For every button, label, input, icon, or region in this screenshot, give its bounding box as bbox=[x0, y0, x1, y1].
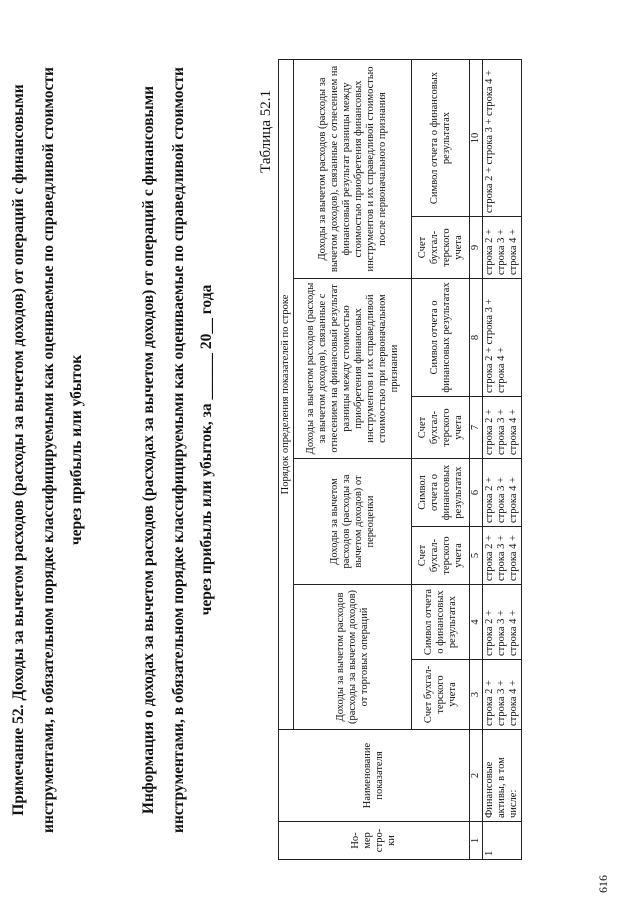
header-indicator-name: Наименование показателя bbox=[279, 730, 470, 822]
note-title-line-2: инструментами, в обязательном порядке классифицируемыми как оцениваемые по справедливой стоимости bbox=[40, 67, 57, 833]
column-number: 9 bbox=[470, 217, 483, 279]
subheader-symbol-g1: Символ отчета о финансовых результатах bbox=[412, 585, 470, 660]
column-number: 8 bbox=[470, 279, 483, 397]
header-revaluation: Доходы за вычетом расходов (расходы за вычетом доходов) от переоценки bbox=[294, 459, 412, 585]
row-cell: строка 2 + строка 3 + строка 4 + bbox=[483, 217, 522, 279]
financial-results-table bbox=[278, 59, 522, 860]
column-number: 10 bbox=[470, 60, 483, 217]
note-title-line-1: Примечание 52. Доходы за вычетом расходов (расходы за вычетом доходов) от операций с финансовыми bbox=[10, 84, 27, 816]
header-after-recognition: Доходы за вычетом расходов (расходы за вычетом доходов), связанные с отнесением на финансовый результат разницы между стоимостью приобретения финансовых инструментов и их справедливой стоимостью после первоначального признания bbox=[294, 60, 412, 279]
subheader-account-g1: Счет бухгал-терского учета bbox=[412, 660, 470, 730]
row-cell: строка 2 + строка 3 + строка 4 + bbox=[483, 459, 522, 527]
table-row bbox=[483, 60, 522, 860]
row-cell: строка 2 + строка 3 + строка 4 + bbox=[483, 660, 522, 730]
column-number: 6 bbox=[470, 459, 483, 527]
column-number: 3 bbox=[470, 660, 483, 730]
column-number: 5 bbox=[470, 527, 483, 585]
column-number: 2 bbox=[470, 730, 483, 822]
row-cell: строка 2 + строка 3 + строка 4 + bbox=[483, 527, 522, 585]
subheader-account-g3: Счет бухгал-терского учета bbox=[412, 397, 470, 459]
info-title-line-1: Информация о доходах за вычетом расходов (расходах за вычетом доходов) от операций с финансовыми bbox=[140, 85, 157, 815]
row-number: 1 bbox=[483, 822, 522, 860]
row-cell: строка 2 + строка 3 + строка 4 + bbox=[483, 60, 522, 217]
header-initial-recognition: Доходы за вычетом расходов (расходы за вычетом доходов), связанные с отнесением на финансовый результат разницы между стоимостью приобретения финансовых инструментов и их справедливой стоимостью при первоначальном признании bbox=[294, 279, 412, 459]
subheader-account-g2: Счет бухгал-терского учета bbox=[412, 527, 470, 585]
subheader-symbol-g2: Символ отчета о финансовых результатах bbox=[412, 459, 470, 527]
header-row-number: Но-мер стро-ки bbox=[279, 822, 470, 860]
column-number: 7 bbox=[470, 397, 483, 459]
info-title-line-2: инструментами, в обязательном порядке классифицируемыми как оцениваемые по справедливой стоимости bbox=[170, 67, 187, 833]
page-number: 616 bbox=[596, 875, 610, 893]
column-number: 4 bbox=[470, 585, 483, 660]
table-label: Таблица 52.1 bbox=[258, 90, 274, 173]
subheader-symbol-g4: Символ отчета о финансовых результатах bbox=[412, 60, 470, 217]
subheader-symbol-g3: Символ отчета о финансовых результатах bbox=[412, 279, 470, 397]
row-cell: строка 2 + строка 3 + строка 4 + bbox=[483, 397, 522, 459]
row-cell: строка 2 + строка 3 + строка 4 + bbox=[483, 585, 522, 660]
header-trading-operations: Доходы за вычетом расходов (расходы за вычетом доходов) от торговых операций bbox=[294, 585, 412, 730]
table-container bbox=[278, 60, 522, 860]
note-title-line-3: через прибыль или убыток bbox=[68, 354, 85, 546]
info-title-line-3: через прибыль или убыток, за ______ 20__ года bbox=[198, 284, 215, 616]
subheader-account-g4: Счет бухгал-терского учета bbox=[412, 217, 470, 279]
column-number: 1 bbox=[470, 822, 483, 860]
header-group: Порядок определения показателей по строке bbox=[279, 60, 294, 730]
row-indicator-name: Финансовые активы, в том числе: bbox=[483, 730, 522, 822]
row-cell: строка 2 + строка 3 + строка 4 + bbox=[483, 279, 522, 397]
